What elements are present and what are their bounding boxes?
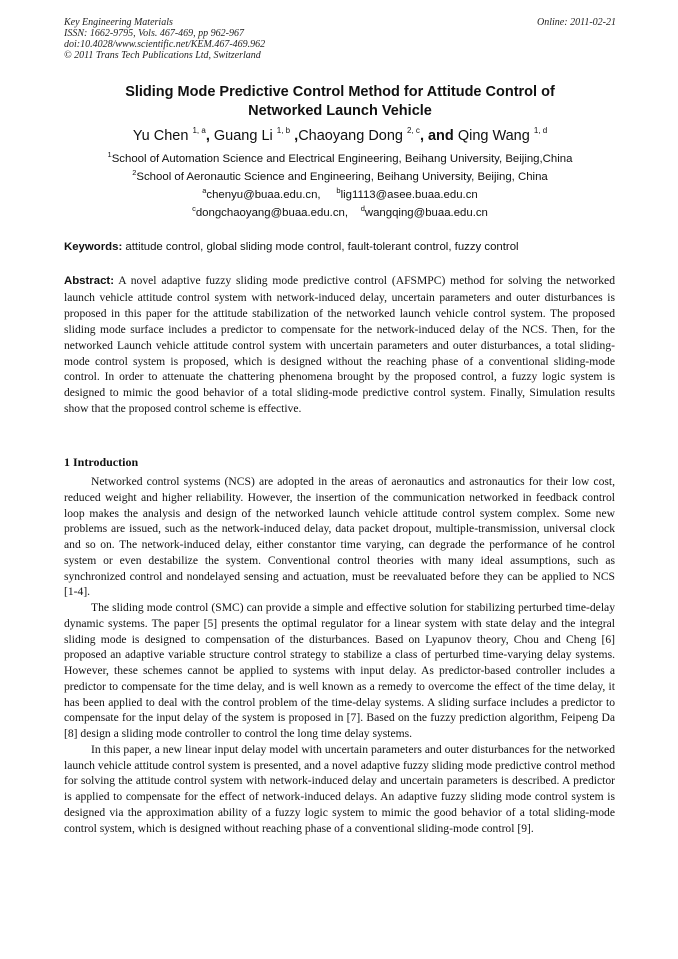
keywords	[64, 240, 624, 254]
author-name: Chaoyang Dong	[298, 128, 403, 144]
email-line-1	[64, 188, 616, 202]
author-superscript: 2, c	[407, 126, 420, 135]
author-superscript: 1, d	[533, 126, 548, 135]
affiliation-text: School of Aeronautic Science and Engineering, Beihang University, Beijing, China	[136, 171, 548, 183]
keywords-text: attitude control, global sliding mode control, fault-tolerant control, fuzzy control	[125, 241, 519, 253]
title-line-2: Networked Launch Vehicle	[248, 103, 432, 119]
author-superscript: 1, a	[192, 126, 206, 135]
paragraph: Networked control systems (NCS) are adopted in the areas of aeronautics and astronautics for their low cost, reduced weight and higher reliability. However, the insertion of the communication networked in feedback control loop makes the analysis and design of the networked launch vehicle attitude control system complex. Some new problems are issued, such as the network-induced delay, data packet dropout, multiple-transmission, universal clock and so on. The network-induced delay, either constantor time varying, can degrade the performance of he control system or even destabilize the system. Conventional control theories with many ideal assumptions, such as synchronized control and nondelayed sensing and actuation, must be reevaluated before they can be applied to NCS [1-4].	[64, 475, 615, 599]
online-date: Online: 2011-02-21	[537, 17, 616, 28]
email-c: dongchaoyang@buaa.edu.cn,	[195, 207, 349, 219]
email-superscript: c	[192, 204, 196, 213]
email-superscript: b	[336, 186, 341, 195]
affiliation-text: School of Automation Science and Electrical Engineering, Beihang University, Beijing,China	[111, 153, 573, 165]
section-body	[64, 474, 615, 836]
abstract-label: Abstract:	[64, 275, 115, 287]
author-name: Yu Chen	[132, 128, 189, 144]
author-superscript: 1, b	[276, 126, 291, 135]
author-name: Guang Li	[213, 128, 273, 144]
email-superscript: a	[202, 186, 207, 195]
email-superscript: d	[360, 204, 365, 213]
journal-name: Key Engineering Materials	[64, 17, 173, 28]
affiliation-1	[64, 152, 616, 166]
paragraph: The sliding mode control (SMC) can provide a simple and effective solution for stabilizing perturbed time-delay dynamic systems. The paper [5] presents the optimal regulator for a linear system with state delay and the integral sliding mode is designed to compensation of the disturbances. Based on Lyapunov theory, Chou and Cheng [6] proposed an adaptive variable structure control strategy to stabilize a class of perturbed time-varying delay systems. However, these schemes cannot be applied to systems with input delay. As predictor-based controller includes a predictor to compensate for the time delay, and is well known as a remedy to overcome the effect of the time delay, it has been applied to deal with the control problem of the time-delay systems. A sliding surface includes a predictor to compensate for the input delay of the system is proposed in [7]. Based on the fuzzy prediction algorithm, Feipeng Da [8] design a sliding mode controller to control the long time delay systems.	[64, 601, 615, 740]
abstract-text: A novel adaptive fuzzy sliding mode predictive control (AFSMPC) method for solving the networked launch vehicle attitude control system with network-induced delay, uncertain parameters and outer disturbances is proposed in this paper for the attitude stabilization of the networked launch vehicle control system. The proposed sliding mode surface includes a predictor to compensate for the network-induced delay of the NCS. Then, for the networked Launch vehicle attitude control system with uncertain parameters and outer disturbances, a total sliding-mode control system is proposed, which is designed without the reaching phase of a conventional sliding-mode control. In order to attenuate the chattering phenomena brought by the proposed control, a fuzzy logic system is designed to mimic the good behavior of a total sliding-mode predictive control system. Finally, Simulation results show that the proposed control scheme is effective.	[64, 274, 615, 416]
issn-line: ISSN: 1662-9795, Vols. 467-469, pp 962-967	[64, 28, 244, 39]
email-b: lig1113@asee.buaa.edu.cn	[340, 189, 478, 201]
copyright-line: © 2011 Trans Tech Publications Ltd, Switzerland	[64, 50, 261, 61]
section-heading: 1 Introduction	[64, 455, 139, 469]
keywords-label: Keywords:	[64, 241, 123, 253]
paper-title	[64, 83, 616, 121]
email-d: wangqing@buaa.edu.cn	[364, 207, 488, 219]
title-line-1: Sliding Mode Predictive Control Method for Attitude Control of	[125, 84, 555, 100]
affiliation-2	[64, 170, 616, 184]
affiliation-superscript: 1	[107, 150, 112, 159]
author-separator: ,	[205, 128, 214, 144]
doi-line: doi:10.4028/www.scientific.net/KEM.467-469.962	[64, 39, 266, 50]
abstract	[64, 273, 615, 417]
author-list	[64, 127, 616, 145]
email-a: chenyu@buaa.edu.cn,	[206, 189, 321, 201]
journal-header	[64, 17, 616, 61]
paragraph: In this paper, a new linear input delay model with uncertain parameters and outer disturbances for the networked launch vehicle attitude control system is presented, and a novel adaptive fuzzy sliding mode predictive control method for solving the attitude control system with network-induced delay and uncertain parameters is described. A predictor is applied to compensate for the effect of network-induced delays. An adaptive fuzzy sliding mode control system is designed via the approximation ability of a fuzzy logic system to mimic the good behavior of a total sliding-mode control system, which is designed without reaching phase of a conventional sliding-mode control [9].	[64, 742, 615, 835]
author-separator: ,	[290, 128, 299, 144]
email-line-2	[64, 206, 616, 220]
affiliation-superscript: 2	[132, 168, 137, 177]
author-separator: , and	[419, 128, 458, 144]
author-name: Qing Wang	[457, 128, 530, 144]
